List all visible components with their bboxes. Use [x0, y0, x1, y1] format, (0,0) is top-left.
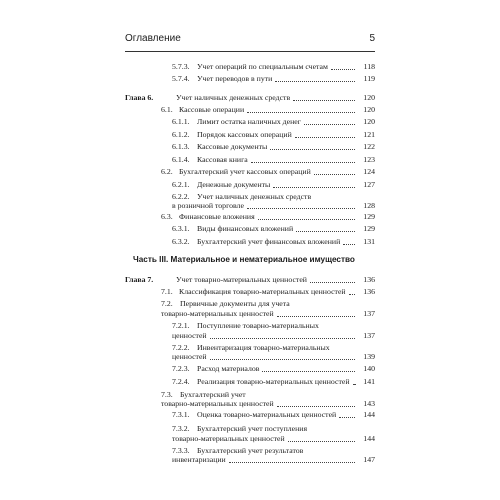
dot-leader [310, 282, 355, 283]
toc-entry [0, 104, 375, 116]
dot-leader [210, 359, 355, 360]
toc-entry [0, 116, 375, 128]
dot-leader [258, 219, 355, 220]
dot-leader [247, 208, 355, 209]
entry-title: Кассовая книга [197, 155, 248, 164]
entry-title: Учет операций по специальным счетам [197, 62, 328, 71]
page-number: 120 [363, 117, 375, 126]
page-number: 144 [363, 434, 375, 443]
entry-title-continuation: товарно-материальных ценностей [161, 309, 274, 318]
dot-leader [251, 162, 355, 163]
entry-title-continuation: инвентаризации [172, 455, 226, 464]
page-number: 119 [363, 74, 375, 83]
toc-entry [0, 61, 375, 73]
toc-entry [0, 409, 375, 421]
page-number: 137 [363, 309, 375, 318]
entry-title-continuation: ценностей [172, 331, 207, 340]
entry-title: Учет переводов в пути [197, 74, 273, 83]
entry-title: Учет товарно-материальных ценностей [176, 275, 307, 284]
page-number: 120 [363, 93, 375, 102]
toc-entry-continuation [0, 308, 375, 320]
page-number: 147 [363, 455, 375, 464]
entry-title: Кассовые операции [179, 105, 245, 114]
entry-title: Денежные документы [197, 180, 271, 189]
entry-title-continuation: товарно-материальных ценностей [161, 399, 274, 408]
entry-title: Инвентаризация товарно-материальных [197, 343, 330, 352]
entry-title: Бухгалтерский учет поступления [197, 424, 308, 433]
toc-entry-continuation [0, 351, 375, 363]
entry-title-continuation: в розничной торговле [172, 201, 244, 210]
toc-entry [0, 376, 375, 388]
entry-title: Учет наличных денежных средств [197, 192, 312, 201]
page-number: 120 [363, 105, 375, 114]
page-number: 118 [363, 62, 375, 71]
entry-title: Расход материалов [197, 364, 260, 373]
toc-entry-continuation [0, 433, 375, 445]
toc-entry [0, 363, 375, 375]
page-number: 137 [363, 331, 375, 340]
entry-number: 6.1. [161, 105, 173, 114]
entry-number: 7.2.2. [172, 343, 190, 352]
toc-entry [0, 141, 375, 153]
entry-title: Учет наличных денежных средств [176, 93, 291, 102]
entry-title: Бухгалтерский учет результатов [197, 446, 304, 455]
entry-number: 7.2.1. [172, 321, 190, 330]
entry-number: 7.2.4. [172, 377, 190, 386]
entry-title: Первичные документы для учета [180, 299, 290, 308]
entry-title: Бухгалтерский учет [180, 390, 246, 399]
dot-leader [262, 371, 355, 372]
dot-leader [343, 244, 355, 245]
entry-number: 7.1. [161, 287, 173, 296]
toc-entry [0, 211, 375, 223]
entry-title-continuation: ценностей [172, 352, 207, 361]
entry-number: 6.2.2. [172, 192, 190, 201]
dot-leader [270, 149, 355, 150]
page-number: 127 [363, 180, 375, 189]
toc-entry [0, 286, 375, 298]
chapter-label: Глава 6. [125, 93, 154, 102]
dot-leader [277, 316, 355, 317]
dot-leader [331, 69, 355, 70]
entry-number: 6.1.4. [172, 155, 190, 164]
toc-entry [0, 166, 375, 178]
entry-number: 6.1.2. [172, 130, 190, 139]
entry-title: Виды финансовых вложений [197, 224, 294, 233]
dot-leader [210, 338, 355, 339]
entry-title: Поступление товарно-материальных [197, 321, 319, 330]
toc-entry [0, 73, 375, 85]
entry-number: 5.7.3. [172, 62, 190, 71]
entry-number: 5.7.4. [172, 74, 190, 83]
entry-title: Порядок кассовых операций [197, 130, 292, 139]
entry-number: 7.3. [161, 390, 173, 399]
entry-title: Оценка товарно-материальных ценностей [197, 410, 337, 419]
entry-number: 6.3.2. [172, 237, 190, 246]
toc-chapter-entry [0, 274, 375, 286]
entry-number: 6.2. [161, 167, 173, 176]
entry-number: 6.1.1. [172, 117, 190, 126]
toc-entry-continuation [0, 330, 375, 342]
dot-leader [349, 294, 355, 295]
dot-leader [296, 231, 355, 232]
entry-number: 6.3. [161, 212, 173, 221]
page-number: 136 [363, 275, 375, 284]
page-number: 123 [363, 155, 375, 164]
page-number: 121 [363, 130, 375, 139]
entry-number: 6.3.1. [172, 224, 190, 233]
entry-title: Финансовые вложения [179, 212, 255, 221]
page-number: 124 [363, 167, 375, 176]
page-number: 129 [363, 212, 375, 221]
dot-leader [293, 100, 355, 101]
entry-number: 7.2. [161, 299, 173, 308]
entry-number: 6.2.1. [172, 180, 190, 189]
page-number: 143 [363, 399, 375, 408]
page-number: 140 [363, 364, 375, 373]
part-heading: Часть III. Материальное и нематериальное имущество [133, 255, 355, 264]
dot-leader [288, 441, 355, 442]
entry-title: Классификация товарно-материальных ценностей [179, 287, 346, 296]
toc-entry [0, 223, 375, 235]
page-number: 122 [363, 142, 375, 151]
entry-number: 6.1.3. [172, 142, 190, 151]
dot-leader [229, 462, 355, 463]
toc-entry [0, 129, 375, 141]
entry-number: 7.3.2. [172, 424, 190, 433]
entry-title: Бухгалтерский учет кассовых операций [179, 167, 311, 176]
entry-number: 7.3.3. [172, 446, 190, 455]
entry-title-continuation: товарно-материальных ценностей [172, 434, 285, 443]
dot-leader [273, 187, 355, 188]
entry-title: Кассовые документы [197, 142, 268, 151]
entry-title: Лимит остатка наличных денег [197, 117, 301, 126]
chapter-label: Глава 7. [125, 275, 154, 284]
toc-chapter-entry [0, 92, 375, 104]
page-number: 129 [363, 224, 375, 233]
entry-number: 7.3.1. [172, 410, 190, 419]
dot-leader [353, 384, 356, 385]
dot-leader [295, 137, 355, 138]
dot-leader [275, 81, 355, 82]
dot-leader [314, 174, 355, 175]
dot-leader [304, 124, 355, 125]
entry-number: 7.2.3. [172, 364, 190, 373]
toc-entry [0, 236, 375, 248]
page-number: 139 [363, 352, 375, 361]
header-title: Оглавление [125, 33, 181, 44]
dot-leader [339, 417, 355, 418]
toc-entry-continuation [0, 454, 375, 466]
page-number: 141 [363, 377, 375, 386]
entry-title: Реализация товарно-материальных ценностей [197, 377, 350, 386]
entry-title: Бухгалтерский учет финансовых вложений [197, 237, 341, 246]
page-number: 136 [363, 287, 375, 296]
dot-leader [277, 406, 355, 407]
page-number: 131 [363, 237, 375, 246]
page-number: 128 [363, 201, 375, 210]
toc-entry [0, 154, 375, 166]
header-page-number: 5 [369, 33, 375, 44]
page-number: 144 [363, 410, 375, 419]
dot-leader [247, 112, 355, 113]
toc-entry [0, 179, 375, 191]
